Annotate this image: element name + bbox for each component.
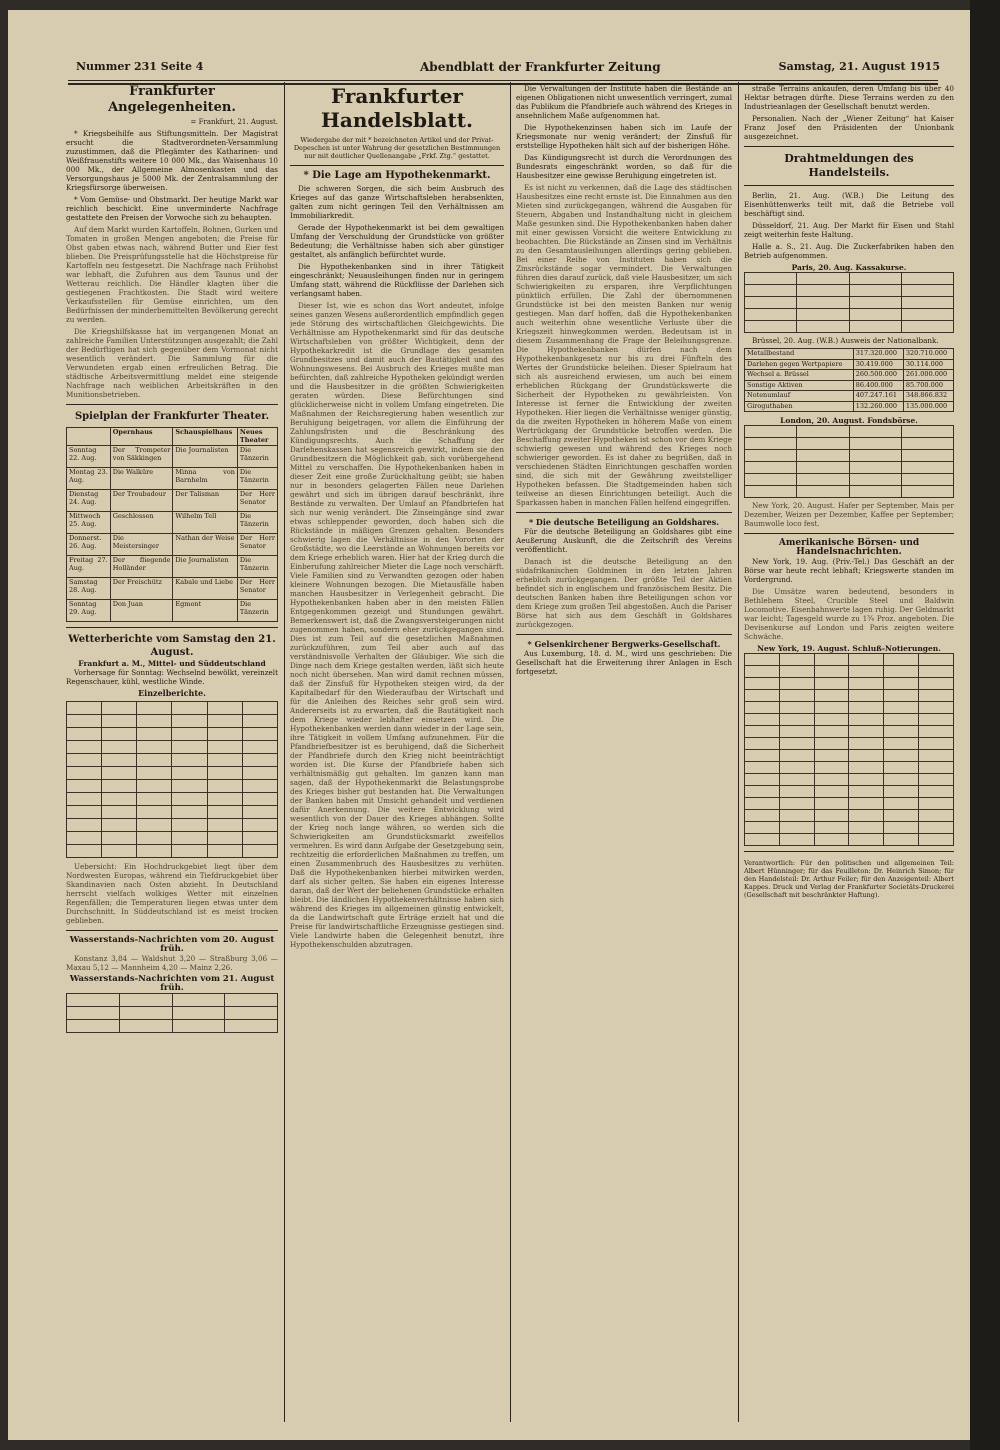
binding-spine bbox=[970, 0, 1000, 1450]
divider bbox=[66, 930, 278, 931]
quote-row bbox=[745, 786, 954, 798]
article-paragraph-3: Die Hypothekenbanken sind in ihrer Tätigkeit eingeschränkt; Neuausleihungen finden nur in geringem Umfang statt, während die Rückflüsse der Darlehen sich verlangsamt haben. bbox=[290, 262, 504, 298]
weather-row bbox=[67, 767, 278, 780]
weather-table bbox=[66, 701, 278, 858]
bank-value: 317.320.000 bbox=[853, 349, 903, 360]
quote-row bbox=[745, 738, 954, 750]
quote-row bbox=[745, 750, 954, 762]
theater-day: Donnerst. 26. Aug. bbox=[67, 534, 111, 556]
bank-row bbox=[745, 401, 954, 412]
weather-title: Wetterberichte vom Samstag den 21. August. bbox=[68, 634, 276, 658]
theater-cell: Der Herr Senator bbox=[237, 490, 277, 512]
weather-forecast: Vorhersage für Sonntag: Wechselnd bewölkt, vereinzelt Regenschauer, kühl, westliche Winde. bbox=[66, 668, 278, 686]
bank-item: Giroguthaben bbox=[745, 401, 854, 412]
masthead: Abendblatt der Frankfurter Zeitung bbox=[420, 60, 661, 74]
divider bbox=[744, 533, 954, 534]
bank-row bbox=[745, 380, 954, 391]
news-goldshares-body: Danach ist die deutsche Beteiligung an den südafrikanischen Goldminen in den letzten Jahren erheblich zurückgegangen. Der größte Teil der Aktien befindet sich in englischem und französischem Besitz. Die deutschen Banken haben ihre Beteiligungen schon vor dem Kriege zum großen Teil abgestoßen. Auch die Pariser Börse hat sich aus dem Geschäft in Goldshares zurückgezogen. bbox=[516, 557, 732, 629]
theater-row bbox=[67, 556, 278, 578]
theater-row bbox=[67, 490, 278, 512]
article-title: * Die Lage am Hypothekenmarkt. bbox=[303, 170, 491, 181]
bank-statement-table bbox=[744, 348, 954, 412]
quote-row bbox=[745, 321, 954, 333]
weather-row bbox=[67, 793, 278, 806]
section-title-drahtmeldungen: Drahtmeldungen des Handelsteils. bbox=[784, 152, 914, 179]
wire-berlin: Berlin, 21. Aug. (W.B.) Die Leitung des Eisenhüttenwerks teilt mit, daß die Betriebe voll beschäftigt sind. bbox=[744, 191, 954, 218]
theater-cell: Nathan der Weise bbox=[173, 534, 238, 556]
theater-cell: Die Journalisten bbox=[173, 446, 238, 468]
article-continuation-3: Das Kündigungsrecht ist durch die Verordnungen des Bundesrats eingeschränkt worden, so daß für die Hausbesitzer eine gewisse Beruhigung eingetreten ist. bbox=[516, 153, 732, 180]
article-paragraph-1: Die schweren Sorgen, die sich beim Ausbruch des Krieges auf das ganze Wirtschaftsleben herabsenkten, galten zum nicht geringen Teil den Verhältnissen am Immobiliarkredit. bbox=[290, 184, 504, 220]
bank-row bbox=[745, 391, 954, 402]
news-goldshares: Für die deutsche Beteiligung an Goldshares gibt eine Aeußerung Auskunft, die die Zeitschrift des Vereins veröffentlicht. bbox=[516, 527, 732, 554]
weather-row bbox=[67, 780, 278, 793]
quote-row bbox=[745, 834, 954, 846]
quote-row bbox=[745, 438, 954, 450]
bank-value: 348.866.832 bbox=[903, 391, 953, 402]
quote-row bbox=[745, 762, 954, 774]
einzelberichte-title: Einzelberichte. bbox=[138, 688, 206, 698]
newyork-quotes-table bbox=[744, 653, 954, 846]
divider bbox=[744, 185, 954, 186]
divider bbox=[66, 627, 278, 628]
bank-value: 261.000.000 bbox=[903, 370, 953, 381]
wire-bruessel: Brüssel, 20. Aug. (W.B.) Ausweis der Nationalbank. bbox=[752, 336, 939, 345]
theater-cell: Der Talisman bbox=[173, 490, 238, 512]
quote-row bbox=[745, 450, 954, 462]
column-divider-3 bbox=[738, 82, 739, 1422]
theater-cell: Der Trompeter von Säkkingen bbox=[110, 446, 173, 468]
column-1 bbox=[66, 84, 278, 1424]
quote-row bbox=[745, 690, 954, 702]
theater-day: Samstag 28. Aug. bbox=[67, 578, 111, 600]
weather-row bbox=[67, 715, 278, 728]
weather-row bbox=[67, 819, 278, 832]
theater-row bbox=[67, 534, 278, 556]
bank-row bbox=[745, 349, 954, 360]
bank-value: 86.400.000 bbox=[853, 380, 903, 391]
theater-schedule-table bbox=[66, 427, 278, 622]
theater-cell: Die Meistersinger bbox=[110, 534, 173, 556]
theater-cell: Die Tänzerin bbox=[237, 556, 277, 578]
news-item-hilfskasse: Die Kriegshilfskasse hat im vergangenen Monat an zahlreiche Familien Unterstützungen ausgezahlt; die Zahl der Bedürftigen hat sich gegenüber dem Vormonat nicht wesentlich verändert. Die Sammlung für die Verwundeten ergab einen erfreulichen Betrag. Die städtische Arbeitsvermittlung meldet eine steigende Nachfrage nach weiblichen Arbeitskräften in den Munitionsbetrieben. bbox=[66, 327, 278, 399]
theater-cell: Die Journalisten bbox=[173, 556, 238, 578]
weather-row bbox=[67, 754, 278, 767]
theater-row bbox=[67, 512, 278, 534]
bank-value: 260.500.000 bbox=[853, 370, 903, 381]
quote-row bbox=[745, 702, 954, 714]
article-continuation-2: Die Hypothekenzinsen haben sich im Laufe der Kriegsmonate nur wenig verändert; der Zinsfuß für erststellige Hypotheken hält sich auf der bisherigen Höhe. bbox=[516, 123, 732, 150]
theater-col-header: Schauspielhaus bbox=[173, 428, 238, 446]
theater-cell: Der Freischütz bbox=[110, 578, 173, 600]
theater-cell: Die Tänzerin bbox=[237, 512, 277, 534]
column-2 bbox=[290, 84, 504, 1424]
article-paragraph-2: Gerade der Hypothekenmarkt ist bei dem gewaltigen Umfang der Verschuldung der Grundstücke von größter Bedeutung; die Verhältnisse haben sich aber günstiger gestaltet, als anfänglich befürchtet wurde. bbox=[290, 223, 504, 259]
bank-row bbox=[745, 370, 954, 381]
quote-row bbox=[745, 285, 954, 297]
divider bbox=[290, 165, 504, 166]
paris-quotes-table bbox=[744, 272, 954, 333]
quote-row bbox=[745, 486, 954, 498]
quote-row bbox=[745, 798, 954, 810]
theater-cell: Wilhelm Tell bbox=[173, 512, 238, 534]
theater-cell: Don Juan bbox=[110, 600, 173, 622]
theater-day: Sonntag 22. Aug. bbox=[67, 446, 111, 468]
theater-cell: Der Troubadour bbox=[110, 490, 173, 512]
article-continuation-1: Die Verwaltungen der Institute haben die Bestände an eigenen Obligationen nicht unwesentlich verringert, zumal das Publikum die Pfandbriefe auch während des Krieges in ansehnlichem Maße aufgenommen hat. bbox=[516, 84, 732, 120]
quote-row bbox=[745, 774, 954, 786]
quote-row bbox=[745, 273, 954, 285]
theater-title: Spielplan der Frankfurter Theater. bbox=[74, 411, 270, 422]
water-levels-title-1: Wasserstands-Nachrichten vom 20. August früh. bbox=[69, 935, 275, 954]
column-divider-1 bbox=[284, 82, 285, 1422]
london-title: London, 20. August. Fondsbörse. bbox=[780, 416, 918, 425]
section-title-handelsblatt: Frankfurter Handelsblatt. bbox=[321, 84, 473, 132]
london-quotes-table bbox=[744, 425, 954, 498]
bank-item: Sonstige Aktiven bbox=[745, 380, 854, 391]
quote-row bbox=[745, 714, 954, 726]
quote-row bbox=[745, 678, 954, 690]
quote-row bbox=[745, 309, 954, 321]
bank-value: 30.419.000 bbox=[853, 359, 903, 370]
weather-row bbox=[67, 806, 278, 819]
page-number: Nummer 231 Seite 4 bbox=[76, 60, 204, 73]
article-body-continued: Es ist nicht zu verkennen, daß die Lage des städtischen Hausbesitzes eine recht ernste ist. Die Einnahmen aus den Mieten sind zurückgegangen, während die Ausgaben für Steuern, Abgaben und Instandhaltung nicht in gleichem Maße gesunken sind. Die Hypothekenbanken haben daher mit einer gewissen Vorsicht die weitere Entwicklung zu beobachten. Die Rückstände an Zinsen sind im Verhältnis zu den Gesamtausleihungen allerdings gering geblieben. Bei einer Reihe von Instituten haben sich die Zinsrückstände sogar vermindert. Die Verwaltungen führen dies darauf zurück, daß viele Hausbesitzer, um sich Schwierigkeiten zu ersparen, ihre Verpflichtungen pünktlich erfüllen. Die Zahl der übernommenen Grundstücke ist bei den meisten Banken nur wenig gestiegen. Man darf hoffen, daß die Hypothekenbanken auch weiterhin ohne wesentliche Verluste über die Kriegszeit hinwegkommen werden. Bedeutsam ist in diesem Zusammenhang die Frage der Beleihungsgrenze. Die Hypothekenbanken dürfen nach dem Hypothekenbankgesetz nur bis zu drei Fünfteln des Wertes der Grundstücke beleihen. Dieser Spielraum hat sich als ausreichend erwiesen, um auch bei einem erheblichen Rückgang der Grundstückswerte die Sicherheit der Hypotheken zu gewährleisten. Von Interesse ist ferner die Entwicklung der zweiten Hypotheken. Hier liegen die Verhältnisse weniger günstig, da die zweiten Hypotheken in höherem Maße von einem Wertrückgang der Grundstücke betroffen werden. Die Beschaffung zweiter Hypotheken ist schon vor dem Kriege schwierig gewesen und während des Krieges noch schwieriger geworden. Es ist daher zu begrüßen, daß in verschiedenen Städten Einrichtungen geschaffen worden sind, die sich mit der Gewährung zweitstelliger Hypotheken befassen. Die Stadtgemeinden haben sich teilweise an diesen Einrichtungen beteiligt. Auch die Sparkassen haben in manchen Fällen helfend eingegriffen. bbox=[516, 183, 732, 507]
bank-value: 132.260.000 bbox=[853, 401, 903, 412]
theater-col-header: Opernhaus bbox=[110, 428, 173, 446]
column-3 bbox=[516, 84, 732, 1424]
theater-cell: Minna von Barnhelm bbox=[173, 468, 238, 490]
amerik-body: Die Umsätze waren bedeutend, besonders in Bethlehem Steel, Crucible Steel und Baldwin Locomotive. Eisenbahnwerte lagen ruhig. Der Geldmarkt war leicht; Tagesgeld wurde zu 1¾ Proz. angeboten. Die Devisenkurse auf London und Paris zeigten weitere Schwäche. bbox=[744, 587, 954, 641]
dateline: = Frankfurt, 21. August. bbox=[190, 118, 278, 126]
theater-row bbox=[67, 600, 278, 622]
theater-table-header bbox=[67, 428, 278, 446]
theater-day: Montag 23. Aug. bbox=[67, 468, 111, 490]
quote-row bbox=[745, 822, 954, 834]
column-4 bbox=[744, 84, 954, 1424]
bank-row bbox=[745, 359, 954, 370]
theater-cell: Kabale und Liebe bbox=[173, 578, 238, 600]
page-date: Samstag, 21. August 1915 bbox=[778, 60, 940, 73]
wire-halle: Halle a. S., 21. Aug. Die Zuckerfabriken haben den Betrieb aufgenommen. bbox=[744, 242, 954, 260]
divider bbox=[516, 512, 732, 513]
divider bbox=[744, 851, 954, 852]
news-title-goldshares: * Die deutsche Beteiligung an Goldshares. bbox=[528, 517, 720, 527]
theater-row bbox=[67, 446, 278, 468]
weather-subtitle: Frankfurt a. M., Mittel- und Süddeutschland bbox=[78, 659, 266, 668]
theater-day: Dienstag 24. Aug. bbox=[67, 490, 111, 512]
wire-duesseldorf: Düsseldorf, 21. Aug. Der Markt für Eisen und Stahl zeigt weiterhin feste Haltung. bbox=[744, 221, 954, 239]
water-row bbox=[67, 1020, 278, 1033]
theater-cell: Die Tänzerin bbox=[237, 600, 277, 622]
news-terrains: straße Terrains ankaufen, deren Umfang bis über 40 Hektar betragen dürfte. Diese Terrains werden zu den Industrieanlagen der Gesellschaft benutzt werden. bbox=[744, 84, 954, 111]
news-item-stiftungsmittel: * Kriegsbeihilfe aus Stiftungsmitteln. Der Magistrat ersucht die Stadtverordneten-Versammlung zuzustimmen, daß die Pflegämter des Katharinen- und Weißfrauenstifts weitere 10 000 Mk., das Waisenhaus 10 000 Mk., der Allgemeine Almosenkasten und das Versorgungshaus je 5000 Mk. der Zentralsammlung der Kriegsfürsorge überweisen. bbox=[66, 129, 278, 192]
amerik-title: Amerikanische Börsen- und Handelsnachrichten. bbox=[778, 538, 920, 557]
theater-day: Sonntag 29. Aug. bbox=[67, 600, 111, 622]
news-item-obstmarkt: * Vom Gemüse- und Obstmarkt. Der heutige Markt war reichlich beschickt. Eine unverminderte Nachfrage gestattete den Preisen der Vorwoche sich zu behaupten. bbox=[66, 195, 278, 222]
divider bbox=[744, 146, 954, 147]
news-personalien: Personalien. Nach der „Wiener Zeitung“ hat Kaiser Franz Josef den Präsidenten der Unionbank ausgezeichnet. bbox=[744, 114, 954, 141]
quote-row bbox=[745, 462, 954, 474]
theater-cell: Der Herr Senator bbox=[237, 578, 277, 600]
weather-row bbox=[67, 845, 278, 858]
header-rule-top bbox=[68, 80, 938, 81]
news-item-continuation: Auf dem Markt wurden Kartoffeln, Bohnen, Gurken und Tomaten in großen Mengen angeboten; die Preise für Obst gaben etwas nach, während Butter und Eier fest blieben. Die Preisprüfungsstelle hat die Höchstpreise für Kartoffeln neu festgesetzt. Die Nachfrage nach Frühobst war lebhaft, die Zufuhren aus dem Taunus und der Wetterau reichlich. Die Händler klagten über die gestiegenen Frachtkosten. Die Stadt wird weitere Verkaufsstellen für Gemüse einrichten, um den Bedürfnissen der minderbemittelten Bevölkerung gerecht zu werden. bbox=[66, 225, 278, 324]
bank-value: 30.114.000 bbox=[903, 359, 953, 370]
bank-item: Wechsel a. Brüssel bbox=[745, 370, 854, 381]
theater-cell: Die Walküre bbox=[110, 468, 173, 490]
quote-row bbox=[745, 726, 954, 738]
bank-value: 407.247.161 bbox=[853, 391, 903, 402]
theater-row bbox=[67, 468, 278, 490]
quote-row bbox=[745, 474, 954, 486]
theater-row bbox=[67, 578, 278, 600]
weather-row bbox=[67, 728, 278, 741]
quote-row bbox=[745, 666, 954, 678]
water-row bbox=[67, 994, 278, 1007]
section-title-frankfurt: Frankfurter Angelegenheiten. bbox=[108, 84, 236, 115]
divider bbox=[66, 404, 278, 405]
bank-item: Notenumlauf bbox=[745, 391, 854, 402]
bank-value: 320.710.000 bbox=[903, 349, 953, 360]
weather-row bbox=[67, 832, 278, 845]
bank-value: 135.000.000 bbox=[903, 401, 953, 412]
reprint-notice: Wiedergabe der mit * bezeichneten Artikel und der Privat-Depeschen ist unter Wahrung der gesetzlichen Bestimmungen nur mit deutlicher Quellenangabe „Frkf. Ztg.“ gestattet. bbox=[293, 136, 501, 160]
imprint: Verantwortlich: Für den politischen und allgemeinen Teil: Albert Hünninger; für das Feuilleton: Dr. Heinrich Simon; für den Handelsteil: Dr. Arthur Feiler; für den Anzeigenteil: Albert Kappes. Druck und Verlag der Frankfurter Societäts-Druckerei (Gesellschaft mit beschränkter Haftung). bbox=[744, 858, 954, 899]
quote-row bbox=[745, 654, 954, 666]
theater-cell: Die Tänzerin bbox=[237, 468, 277, 490]
news-gelsenkirchen: Aus Luxemburg, 18. d. M., wird uns geschrieben: Die Gesellschaft hat die Erweiterung ihrer Anlagen in Esch fortgesetzt. bbox=[516, 649, 732, 676]
theater-day-header bbox=[67, 428, 111, 446]
weather-row bbox=[67, 741, 278, 754]
theater-day: Mittwoch 25. Aug. bbox=[67, 512, 111, 534]
theater-cell: Der Herr Senator bbox=[237, 534, 277, 556]
news-title-gelsenkirchen: * Gelsenkirchener Bergwerks-Gesellschaft. bbox=[527, 639, 721, 649]
theater-cell: Geschlossen bbox=[110, 512, 173, 534]
bank-value: 85.700.000 bbox=[903, 380, 953, 391]
divider bbox=[516, 634, 732, 635]
water-levels-text-1: Konstanz 3,84 — Waldshut 3,20 — Straßburg 3,06 — Maxau 5,12 — Mannheim 4,20 — Mainz 2,26. bbox=[66, 954, 278, 972]
amerik-text: New York, 19. Aug. (Priv.-Tel.) Das Geschäft an der Börse war heute recht lebhaft; Kriegswerte standen im Vordergrund. bbox=[744, 557, 954, 584]
quote-row bbox=[745, 810, 954, 822]
wire-newyork-short: New York, 20. August. Hafer per September, Mais per Dezember, Weizen per Dezember, Kaffee per September; Baumwolle loco fest. bbox=[744, 501, 954, 528]
bank-item: Darlehen gegen Wertpapiere bbox=[745, 359, 854, 370]
column-divider-2 bbox=[510, 82, 511, 1422]
water-levels-table bbox=[66, 993, 278, 1033]
newyork-title: New York, 19. August. Schluß-Notierungen. bbox=[757, 644, 941, 653]
theater-day: Freitag 27. Aug. bbox=[67, 556, 111, 578]
paris-title: Paris, 20. Aug. Kassakurse. bbox=[791, 263, 907, 272]
quote-row bbox=[745, 426, 954, 438]
bank-item: Metallbestand bbox=[745, 349, 854, 360]
weather-summary: Uebersicht: Ein Hochdruckgebiet liegt über dem Nordwesten Europas, während ein Tiefdruckgebiet über Skandinavien nach Osten abzieht. In Deutschland herrscht vielfach wolkiges Wetter mit einzelnen Regenfällen; die Temperaturen liegen etwas unter dem Durchschnitt. In Süddeutschland ist es meist trocken geblieben. bbox=[66, 862, 278, 925]
theater-col-header: Neues Theater bbox=[237, 428, 277, 446]
water-levels-title-2: Wasserstands-Nachrichten vom 21. August früh. bbox=[69, 974, 275, 993]
article-body: Dieser Ist, wie es schon das Wort andeutet, infolge seines ganzen Wesens außerordentlich empfindlich gegen jede Störung des wirtschaftlichen Gleichgewichts. Die Verhältnisse am Hypothekenmarkt sind für das deutsche Wirtschaftsleben von größter Wichtigkeit, denn der Hypothekarkredit ist die Grundlage des gesamten Grundbesitzes und damit auch der Bautätigkeit und des Wohnungswesens. Bei Ausbruch des Krieges mußte man befürchten, daß zahlreiche Hypotheken gekündigt werden und die Hausbesitzer in die größten Schwierigkeiten geraten würden. Diese Befürchtungen sind glücklicherweise nicht in vollem Umfang eingetreten. Die Maßnahmen der Reichsregierung haben wesentlich zur Beruhigung beigetragen, vor allem die Einführung der Zahlungsfristen und die Beschränkung des Kündigungsrechts. Auch die Schaffung der Darlehenskassen hat segensreich gewirkt, indem sie den Grundbesitzern die Möglichkeit gab, sich vorübergehend Mittel zu verschaffen. Die Hypothekenbanken haben in dieser Zeit eine große Zurückhaltung geübt; sie haben nur in besonders gelagerten Fällen neue Darlehen gewährt und sich im übrigen darauf beschränkt, ihre Bestände zu verwalten. Der Umlauf an Pfandbriefen hat sich nur wenig verändert. Die Zinseingänge sind zwar etwas schleppender geworden, doch haben sich die Rückstände in mäßigen Grenzen gehalten. Besonders schwierig lagen die Verhältnisse in den Vororten der Großstädte, wo die Leerstände an Wohnungen bereits vor dem Kriege erheblich waren. Hier hat der Krieg durch die Einberufung zahlreicher Mieter die Lage noch verschärft. Viele Familien sind zu Verwandten gezogen oder haben kleinere Wohnungen bezogen. Die Mietausfälle haben manchen Hausbesitzer in Verlegenheit gebracht. Die Hypothekenbanken haben aber in den meisten Fällen Entgegenkommen gezeigt und Stundungen gewährt. Bemerkenswert ist, daß die Zwangsversteigerungen nicht zugenommen haben, sondern eher zurückgegangen sind. Dies ist zum Teil auf die gesetzlichen Maßnahmen zurückzuführen, zum Teil aber auch auf das verständnisvolle Verhalten der Gläubiger. Wie sich die Dinge nach dem Kriege gestalten werden, läßt sich heute noch nicht übersehen. Man wird damit rechnen müssen, daß der Zinsfuß für Hypotheken steigen wird, da der Kapitalbedarf für den Wiederaufbau der Wirtschaft und für die Anleihen des Reiches sehr groß sein wird. Andererseits ist zu erwarten, daß die Bautätigkeit nach dem Kriege wieder lebhafter einsetzen wird. Die Hypothekenbanken werden dann wieder in der Lage sein, ihre Tätigkeit in vollem Umfang aufzunehmen. Für die Pfandbriefbesitzer ist es beruhigend, daß die Sicherheit der Pfandbriefe durch den Krieg nicht beeinträchtigt worden ist. Die Kurse der Pfandbriefe haben sich verhältnismäßig gut gehalten. Im ganzen kann man sagen, daß der Hypothekenmarkt die Belastungsprobe des Krieges bisher gut bestanden hat. Die Verwaltungen der Banken haben mit Umsicht gehandelt und verdienen dafür Anerkennung. Die weitere Entwicklung wird wesentlich von der Dauer des Krieges abhängen. Sollte der Krieg noch lange währen, so werden sich die Schwierigkeiten am Grundstücksmarkt zweifellos vermehren. Es wird dann Aufgabe der Gesetzgebung sein, rechtzeitig die erforderlichen Maßnahmen zu treffen, um einen Zusammenbruch des Hausbesitzes zu verhüten. Daß die Hypothekenbanken hierbei mitwirken werden, darf als sicher gelten. Sie haben ein eigenes Interesse daran, daß der Wert der beliehenen Grundstücke erhalten bleibt. Die ländlichen Hypothekenverhältnisse haben sich während des Krieges im allgemeinen günstig entwickelt, da die Landwirtschaft gute Erträge erzielt hat und die Preise für landwirtschaftliche Erzeugnisse gestiegen sind. Viele Landwirte haben die Gelegenheit benutzt, ihre Hypothekenschulden abzutragen. bbox=[290, 301, 504, 949]
theater-cell: Der fliegende Holländer bbox=[110, 556, 173, 578]
water-row bbox=[67, 1007, 278, 1020]
quote-row bbox=[745, 297, 954, 309]
weather-row bbox=[67, 702, 278, 715]
theater-cell: Die Tänzerin bbox=[237, 446, 277, 468]
theater-cell: Egmont bbox=[173, 600, 238, 622]
